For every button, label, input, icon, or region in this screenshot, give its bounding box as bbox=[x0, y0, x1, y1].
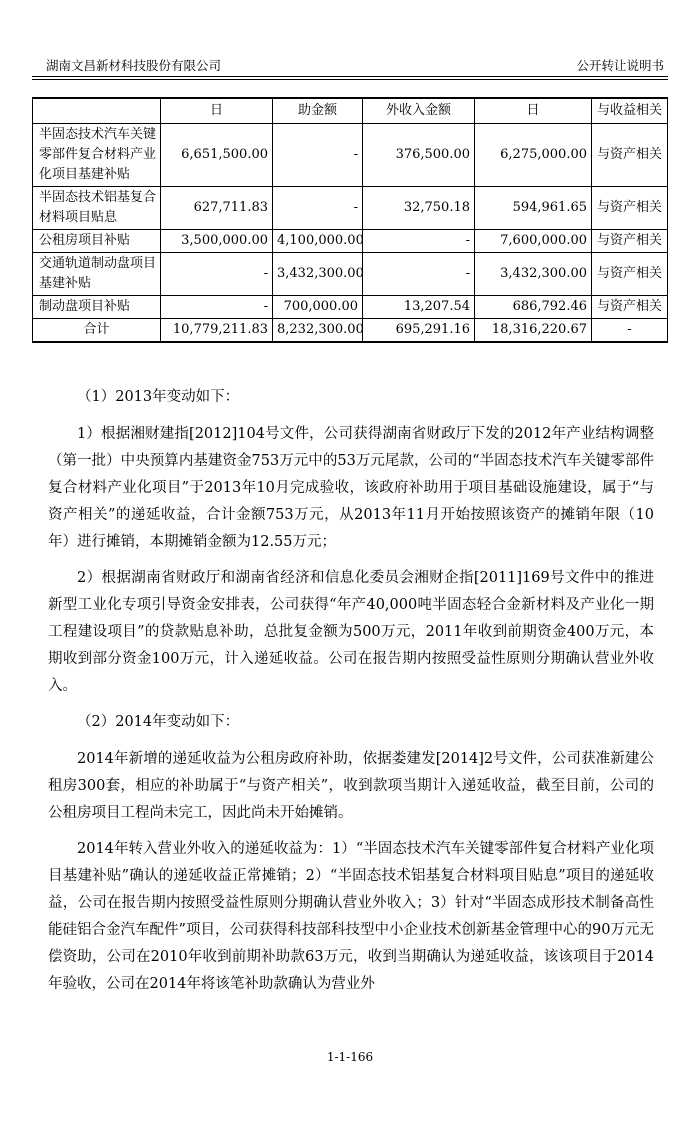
paragraph-2014-public-housing: 2014年新增的递延收益为公租房政府补助，依据娄建发[2014]2号文件，公司获准新建公租房300套，相应的补助属于“与资产相关”，收到款项当期计入递延收益，截至目前，公司的公租房项目工程尚未完工，因此尚未开始摊销。 bbox=[48, 751, 654, 821]
header-cell: 日 bbox=[475, 98, 592, 124]
table-cell: - bbox=[273, 124, 363, 187]
table-cell: 与资产相关 bbox=[592, 187, 668, 230]
project-name: 半固态技术汽车关键零部件复合材料产业化项目基建补贴 bbox=[33, 124, 161, 187]
table-cell: 7,600,000.00 bbox=[475, 230, 592, 253]
table-cell: 700,000.00 bbox=[273, 296, 363, 319]
table-cell: 13,207.54 bbox=[363, 296, 475, 319]
table-cell: 3,432,300.00 bbox=[273, 253, 363, 296]
table-cell: - bbox=[273, 187, 363, 230]
table-cell: 6,651,500.00 bbox=[161, 124, 273, 187]
table-cell: - bbox=[363, 230, 475, 253]
header-cell: 与收益相关 bbox=[592, 98, 668, 124]
project-name: 半固态技术铝基复合材料项目贴息 bbox=[33, 187, 161, 230]
project-name: 公租房项目补贴 bbox=[33, 230, 161, 253]
paragraph-2014-transfers: 2014年转入营业外收入的递延收益为：1）“半固态技术汽车关键零部件复合材料产业化项目基建补贴”确认的递延收益正常摊销；2）“半固态技术铝基复合材料项目贴息”项目的递延收益，公司在报告期内按照受益性原则分期确认营业外收入；3）针对“半固态成形技术制备高性能硅铝合金汽车配件”项目，公司获得科技部科技型中小企业技术创新基金管理中心的90万元无偿资助，公司在2010年收到前期补助款63万元，收到当期确认为递延收益，该该项目于2014年验收，公司在2014年将该笔补助款确认为营业外 bbox=[48, 841, 654, 992]
header-cell: 助金额 bbox=[273, 98, 363, 124]
table-cell: 695,291.16 bbox=[363, 319, 475, 343]
table-cell: 与资产相关 bbox=[592, 253, 668, 296]
table-cell: - bbox=[161, 253, 273, 296]
table-cell: 8,232,300.00 bbox=[273, 319, 363, 343]
table-cell: 32,750.18 bbox=[363, 187, 475, 230]
table-row bbox=[33, 253, 668, 296]
header-cell bbox=[33, 98, 161, 124]
project-name: 制动盘项目补贴 bbox=[33, 296, 161, 319]
table-cell: 3,432,300.00 bbox=[475, 253, 592, 296]
table-cell: 10,779,211.83 bbox=[161, 319, 273, 343]
body-text bbox=[48, 384, 654, 1007]
company-name: 湖南文昌新材科技股份有限公司 bbox=[46, 58, 222, 73]
paragraph-2013-item-1: 1）根据湘财建指[2012]104号文件，公司获得湖南省财政厅下发的2012年产业结构调整（第一批）中央预算内基建资金753万元中的53万元尾款，公司的“半固态技术汽车关键零部件复合材料产业化项目”于2013年10月完成验收，该政府补助用于项目基础设施建设，属于“与资产相关”的递延收益，合计金额753万元，从2013年11月开始按照该资产的摊销年限（10年）进行摊销，本期摊销金额为12.55万元； bbox=[48, 426, 654, 550]
paragraph-2013-item-2: 2）根据湖南省财政厅和湖南省经济和信息化委员会湘财企指[2011]169号文件中的推进新型工业化专项引导资金安排表，公司获得“年产40,000吨半固态轻合金新材料及产业化一期工程建设项目”的贷款贴息补助，总批复金额为500万元，2011年收到前期资金400万元，本期收到部分资金100万元，计入递延收益。公司在报告期内按照受益性原则分期确认营业外收入。 bbox=[48, 570, 654, 694]
table-header-row bbox=[33, 98, 668, 124]
table-cell: 与资产相关 bbox=[592, 230, 668, 253]
document-title: 公开转让说明书 bbox=[576, 58, 664, 73]
header-rule bbox=[32, 79, 668, 80]
section-2013-heading: （1）2013年变动如下： bbox=[77, 389, 240, 405]
table-cell: - bbox=[363, 253, 475, 296]
section-2014-heading: （2）2014年变动如下： bbox=[77, 714, 240, 730]
table-row bbox=[33, 124, 668, 187]
table-cell: 376,500.00 bbox=[363, 124, 475, 187]
table-row bbox=[33, 187, 668, 230]
project-name: 交通轨道制动盘项目基建补贴 bbox=[33, 253, 161, 296]
table-cell: 18,316,220.67 bbox=[475, 319, 592, 343]
table-cell: 6,275,000.00 bbox=[475, 124, 592, 187]
total-label: 合计 bbox=[33, 319, 161, 343]
grant-table bbox=[32, 97, 668, 343]
page-number: 1-1-166 bbox=[326, 1050, 374, 1064]
table-cell: - bbox=[161, 296, 273, 319]
table-cell: 与资产相关 bbox=[592, 296, 668, 319]
table-row bbox=[33, 296, 668, 319]
table-cell: 4,100,000.00 bbox=[273, 230, 363, 253]
table-cell: 686,792.46 bbox=[475, 296, 592, 319]
table-total-row bbox=[33, 319, 668, 343]
table-cell: - bbox=[592, 319, 668, 343]
table-cell: 与资产相关 bbox=[592, 124, 668, 187]
page-header bbox=[32, 56, 668, 77]
table-cell: 627,711.83 bbox=[161, 187, 273, 230]
table-row bbox=[33, 230, 668, 253]
header-cell: 外收入金额 bbox=[363, 98, 475, 124]
table-cell: 594,961.65 bbox=[475, 187, 592, 230]
header-cell: 日 bbox=[161, 98, 273, 124]
table-cell: 3,500,000.00 bbox=[161, 230, 273, 253]
